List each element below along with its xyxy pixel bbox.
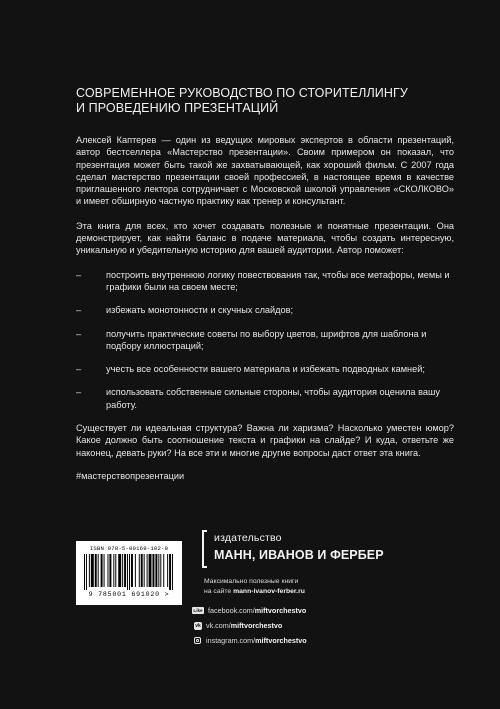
list-item-text: построить внутреннюю логику повествования так, чтобы все метафоры, мемы и графики были на своем месте; [106, 269, 450, 292]
barcode-bar [160, 554, 161, 587]
bullet-dash: – [76, 387, 82, 398]
barcode-bar [104, 554, 105, 587]
social-instagram[interactable] [192, 633, 307, 648]
list-item [76, 304, 454, 316]
list-item-text: использовать собственные сильные стороны, чтобы аудитория оценила вашу работу. [106, 387, 440, 410]
barcode-bar [144, 554, 145, 587]
tagline-line-1: Максимально полезные книги [204, 578, 299, 585]
barcode-bar [115, 554, 116, 587]
barcode-bars [84, 554, 174, 590]
barcode-bar [124, 554, 126, 587]
barcode-bar [129, 554, 130, 590]
barcode-bar [113, 554, 114, 587]
list-item-text: избежать монотонности и скучных слайдов; [106, 305, 294, 316]
heading-line-1: СОВРЕМЕННОЕ РУКОВОДСТВО ПО СТОРИТЕЛЛИНГУ [76, 86, 408, 100]
vk-icon: vk [195, 622, 201, 629]
closing-paragraph: Существует ли идеальная структура? Важна ли харизма? Насколько уместен юмор? Какое должно быть соотношение текста и графики на слайде? И куда, ответьте же наконец, девать руки? На все эти и многие другие вопросы даст ответ эта книга. [76, 423, 454, 458]
barcode-bar [95, 554, 97, 587]
tagline-prefix: на сайте [204, 587, 234, 595]
barcode-panel [76, 541, 182, 605]
list-item-text: получить практические советы по выбору цветов, шрифтов для шаблона и подбору иллюстраций; [106, 328, 427, 351]
publisher-site-link[interactable]: mann-ivanov-ferber.ru [233, 587, 305, 595]
social-prefix: facebook.com/ [208, 606, 255, 615]
publisher-logo [202, 528, 442, 570]
barcode-bar [158, 554, 159, 587]
cover-heading [76, 86, 454, 116]
publisher-name: МАНН, ИВАНОВ И ФЕРБЕР [214, 548, 384, 562]
bullet-dash: – [76, 305, 82, 316]
publisher-tagline [204, 577, 305, 596]
list-item [76, 386, 454, 411]
bullet-dash: – [76, 269, 82, 280]
hashtag: #мастерствопрезентации [76, 470, 185, 481]
barcode-bar [147, 554, 148, 587]
barcode-bar [139, 554, 140, 587]
like-icon: Like [193, 608, 203, 613]
barcode-bar [167, 554, 168, 587]
barcode-bar [101, 554, 103, 587]
social-handle: miftvorchestvo [255, 636, 307, 645]
barcode-bar [152, 554, 154, 587]
bullet-dash: – [76, 364, 82, 375]
barcode-bar [155, 554, 157, 587]
barcode-bar [98, 554, 99, 587]
barcode-bar [163, 554, 164, 587]
barcode-bar [172, 554, 173, 590]
social-handle: miftvorchestvo [254, 606, 307, 615]
barcode-bar [135, 554, 136, 587]
barcode-bar [86, 554, 87, 590]
intro-paragraph: Эта книга для всех, кто хочет создавать полезные и понятные презентации. Она демонстрирует, как найти баланс в подаче материала, чтобы создать интересную, уникальную и убедительную историю для вашей аудитории. Автор поможет: [76, 220, 454, 256]
benefits-list [76, 269, 454, 411]
barcode-bar [84, 554, 85, 590]
barcode-bar [127, 554, 128, 590]
barcode-bar [107, 554, 108, 587]
bullet-dash: – [76, 328, 82, 339]
social-prefix: instagram.com/ [206, 636, 256, 645]
list-item-text: учесть все особенности вашего материала и избежать подводных камней; [106, 364, 425, 375]
publisher-label: издательство [214, 532, 282, 544]
barcode-bar [109, 554, 111, 587]
barcode-bar [118, 554, 121, 587]
barcode-bar [169, 554, 171, 590]
list-item [76, 269, 454, 294]
social-handle: miftvorchestvo [230, 621, 283, 630]
barcode-bar [149, 554, 152, 587]
list-item [76, 328, 454, 353]
barcode-bar [89, 554, 90, 587]
instagram-icon [194, 637, 201, 644]
barcode-bar [91, 554, 94, 587]
heading-line-2: И ПРОВЕДЕНИЮ ПРЕЗЕНТАЦИЙ [76, 101, 279, 115]
social-facebook[interactable] [192, 603, 307, 618]
social-prefix: vk.com/ [206, 621, 231, 630]
social-vk[interactable] [192, 618, 307, 633]
bracket-mark [202, 530, 207, 568]
list-item [76, 363, 454, 375]
isbn-number: ISBN 978-5-00169-102-0 [89, 545, 169, 552]
author-paragraph: Алексей Каптерев — один из ведущих мировых экспертов в области презентаций, автор бестселлера «Мастерство презентации». Своим примером он показал, что презентация может быть такой же захватывающей, как хороший фильм. С 2007 года сделал мастерство презентации своей профессией, в настоящее время в качестве приглашенного лектора сотрудничает с Московской школой управления «СКОЛКОВО» и имеет обширную частную практику как тренер и консультант. [76, 135, 454, 207]
barcode-digits: 9 785001 691020 > [88, 591, 170, 598]
social-links [192, 603, 307, 648]
barcode-bar [122, 554, 123, 587]
barcode-bar [131, 554, 133, 587]
barcode-bar [141, 554, 143, 587]
